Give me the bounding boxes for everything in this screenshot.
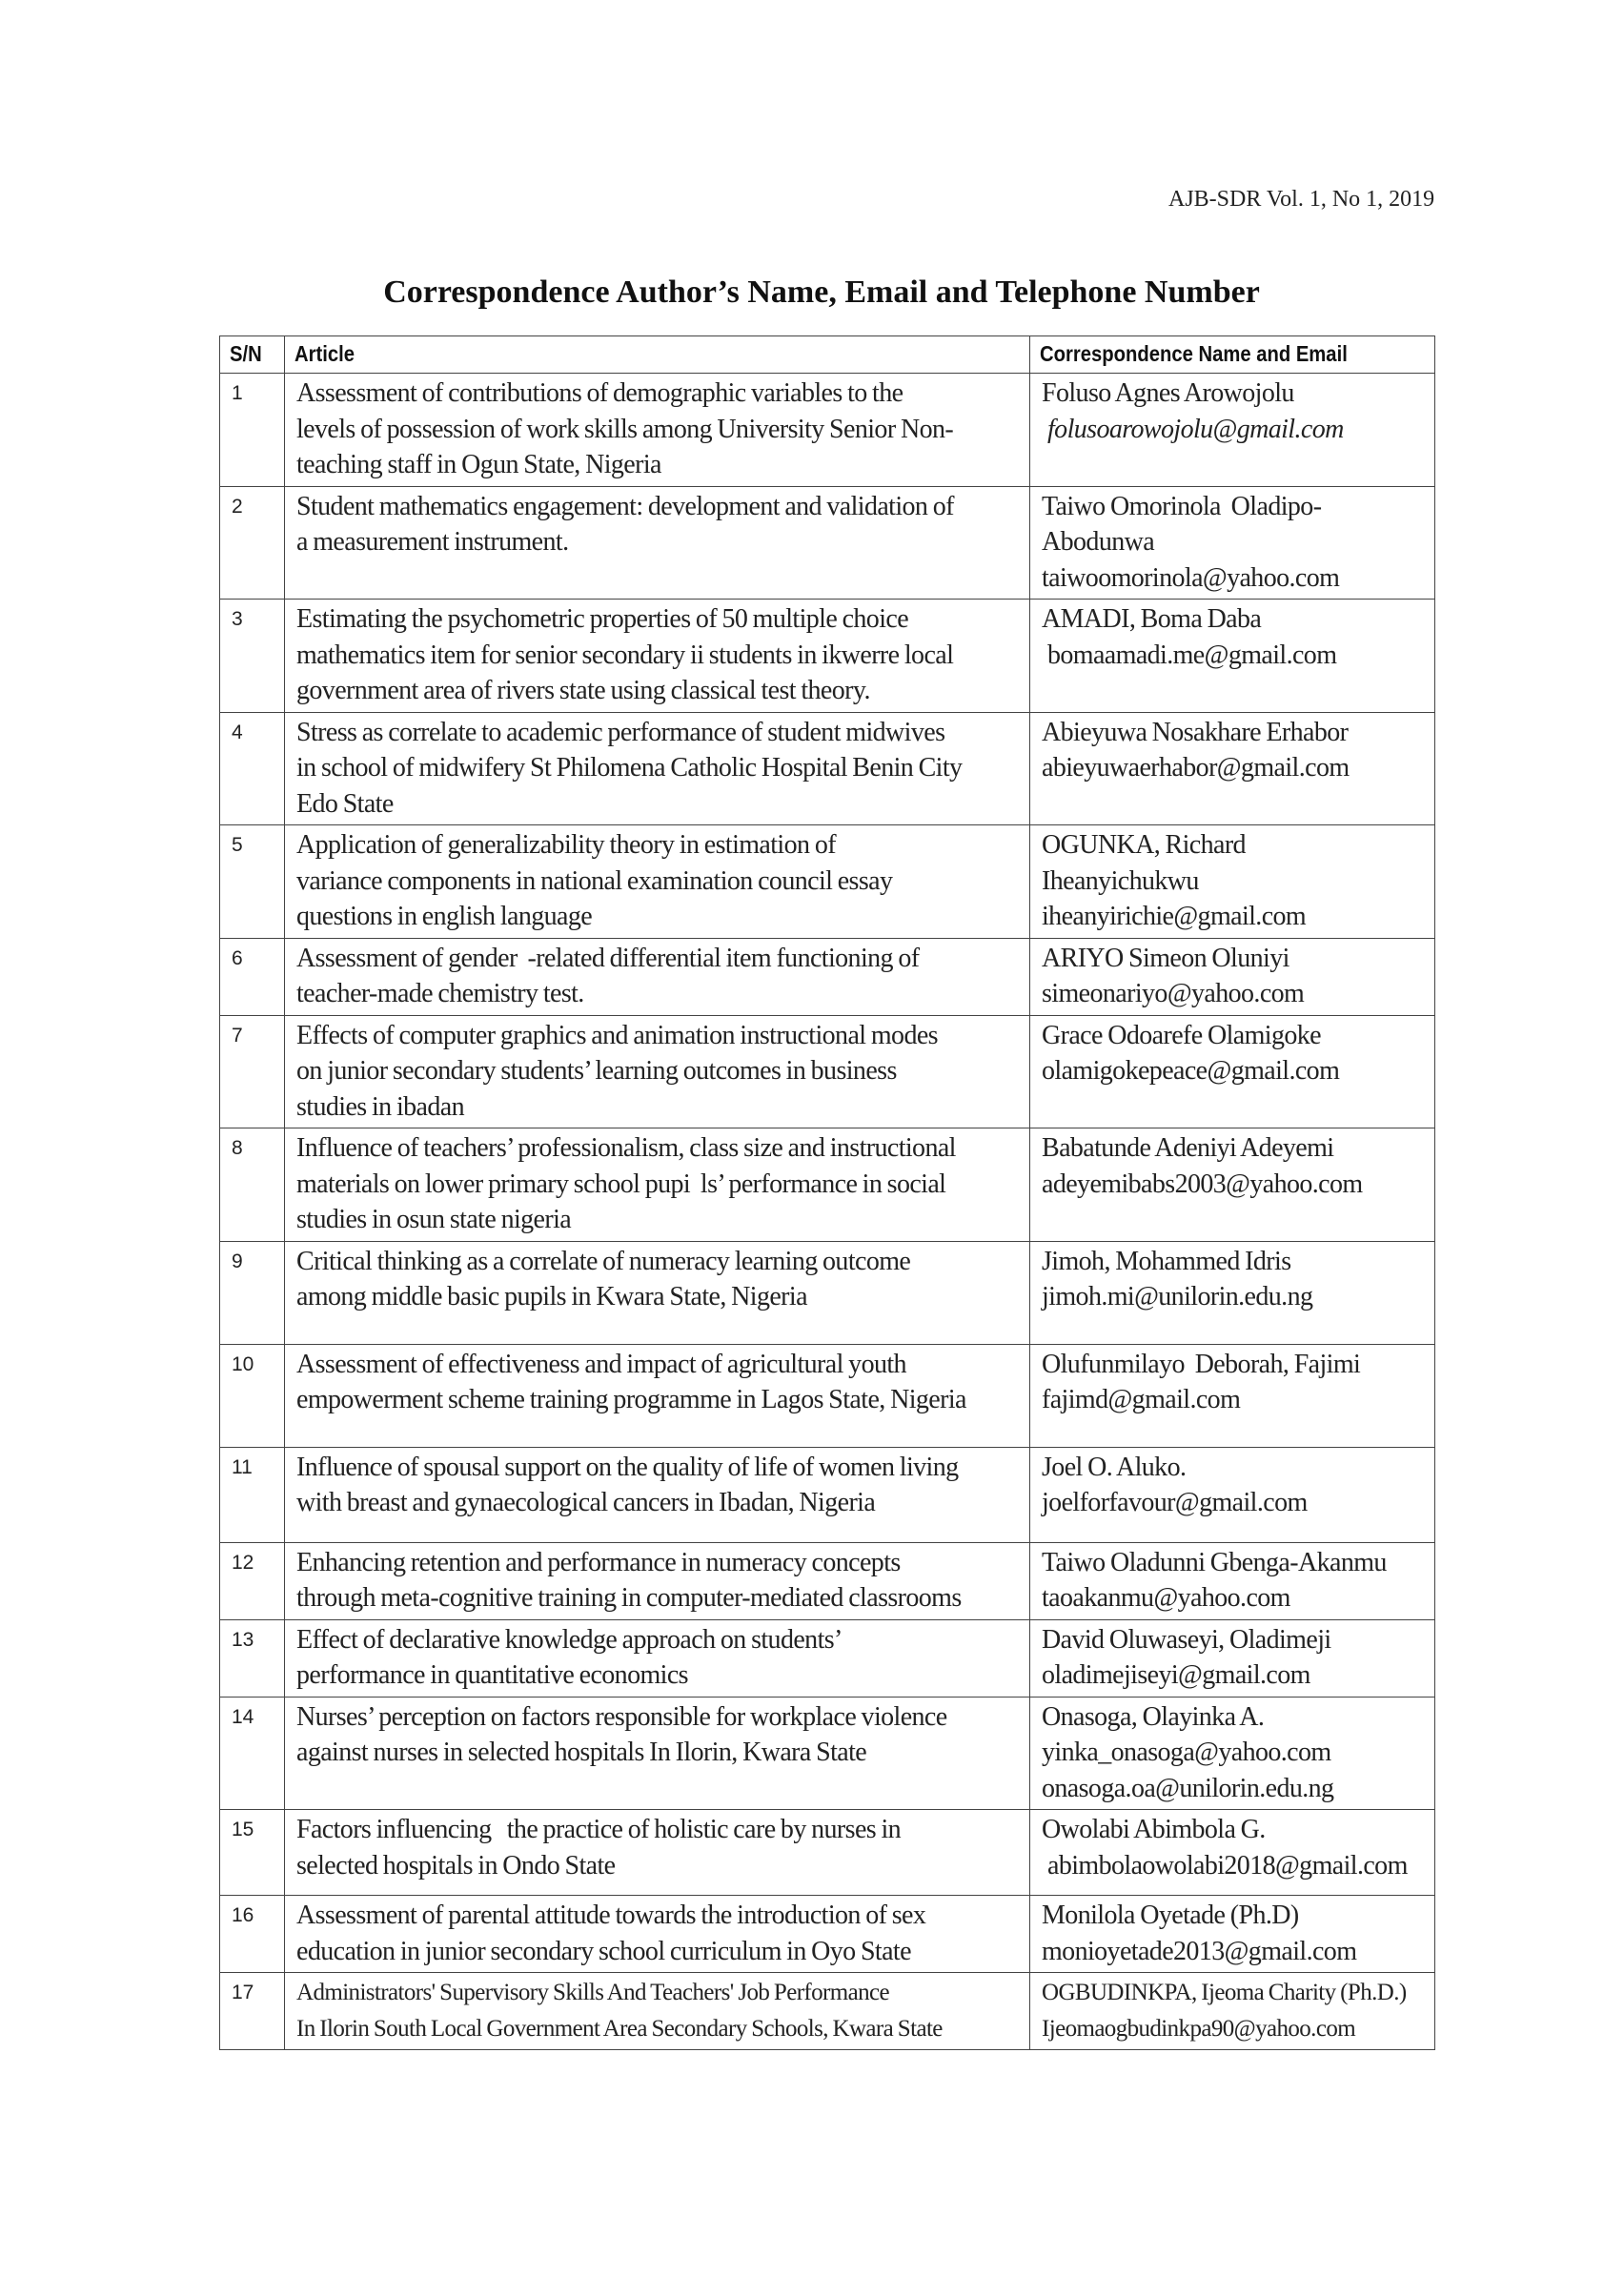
- article-title-line: performance in quantitative economics: [296, 1660, 688, 1690]
- article-title-line: Assessment of parental attitude towards the introduction of sex: [296, 1901, 926, 1930]
- article-title-line: Critical thinking as a correlate of numeracy learning outcome: [296, 1246, 911, 1276]
- serial-number: 12: [220, 1542, 285, 1619]
- article-title-line: Enhancing retention and performance in numeracy concepts: [296, 1547, 901, 1577]
- article-title-line: empowerment scheme training programme in Lagos State, Nigeria: [296, 1385, 966, 1414]
- article-title: [285, 825, 1030, 939]
- article-title-line: Effect of declarative knowledge approach on students’: [296, 1624, 842, 1655]
- article-title-line: Nurses’ perception on factors responsible for workplace violence: [296, 1701, 947, 1732]
- article-title-line: teaching staff in Ogun State, Nigeria: [296, 450, 661, 479]
- serial-number: 16: [220, 1896, 285, 1973]
- correspondence-contact: [1030, 825, 1435, 939]
- author-email: onasoga.oa@unilorin.edu.ng: [1042, 1773, 1334, 1803]
- author-name: AMADI, Boma Daba: [1042, 604, 1262, 634]
- table-row: [220, 486, 1435, 600]
- author-name: Olufunmilayo Deborah, Fajimi: [1042, 1349, 1361, 1379]
- article-title-line: mathematics item for senior secondary ii students in ikwerre local: [296, 640, 954, 670]
- article-title-line: government area of rivers state using classical test theory.: [296, 676, 870, 705]
- document-title: Correspondence Author’s Name, Email and Telephone Number: [383, 274, 1260, 310]
- author-email: jimoh.mi@unilorin.edu.ng: [1042, 1282, 1313, 1311]
- correspondence-contact: [1030, 486, 1435, 600]
- article-title: [285, 374, 1030, 487]
- author-name: Taiwo Oladunni Gbenga-Akanmu: [1042, 1547, 1387, 1577]
- table-row: [220, 1015, 1435, 1128]
- table-row: [220, 1896, 1435, 1973]
- article-title-line: Stress as correlate to academic performance of student midwives: [296, 717, 945, 747]
- table-row: [220, 1542, 1435, 1619]
- article-title-line: teacher-made chemistry test.: [296, 979, 584, 1008]
- article-title-line: in school of midwifery St Philomena Catholic Hospital Benin City: [296, 753, 963, 783]
- column-header-correspondence: Correspondence Name and Email: [1030, 336, 1435, 374]
- correspondence-contact: [1030, 1619, 1435, 1697]
- correspondence-contact: [1030, 1344, 1435, 1447]
- table-row: [220, 825, 1435, 939]
- article-title-line: Application of generalizability theory in estimation of: [296, 830, 836, 860]
- author-name: OGUNKA, Richard: [1042, 830, 1246, 860]
- table-header-row: [220, 336, 1435, 374]
- correspondence-contact: [1030, 600, 1435, 713]
- author-name: Iheanyichukwu: [1042, 865, 1199, 896]
- serial-number: 8: [220, 1128, 285, 1242]
- article-title: [285, 712, 1030, 825]
- column-header-article: Article: [285, 336, 1030, 374]
- author-name: Monilola Oyetade (Ph.D): [1042, 1901, 1299, 1930]
- article-title: [285, 1447, 1030, 1542]
- correspondence-contact: [1030, 1896, 1435, 1973]
- serial-number: 1: [220, 374, 285, 487]
- article-title-line: education in junior secondary school curriculum in Oyo State: [296, 1936, 911, 1966]
- article-title-line: Administrators' Supervisory Skills And Teachers' Job Performance: [296, 1980, 890, 2005]
- serial-number: 11: [220, 1447, 285, 1542]
- table-row: [220, 1128, 1435, 1242]
- running-head: AJB-SDR Vol. 1, No 1, 2019: [1168, 187, 1435, 212]
- author-name: Abodunwa: [1042, 527, 1155, 557]
- author-email: monioyetade2013@gmail.com: [1042, 1936, 1357, 1966]
- article-title: [285, 938, 1030, 1015]
- serial-number: 7: [220, 1015, 285, 1128]
- article-title: [285, 1810, 1030, 1896]
- article-title-line: levels of possession of work skills among University Senior Non-: [296, 414, 954, 444]
- article-title-line: Assessment of gender -related differential item functioning of: [296, 943, 920, 973]
- article-title-line: Assessment of effectiveness and impact of agricultural youth: [296, 1349, 906, 1379]
- serial-number: 10: [220, 1344, 285, 1447]
- correspondence-contact: [1030, 1973, 1435, 2050]
- author-name: ARIYO Simeon Oluniyi: [1042, 943, 1289, 973]
- table-row: [220, 1619, 1435, 1697]
- article-title: [285, 1973, 1030, 2050]
- article-title-line: Effects of computer graphics and animation instructional modes: [296, 1020, 938, 1050]
- article-title-line: Assessment of contributions of demographic variables to the: [296, 378, 903, 408]
- article-title-line: Factors influencing the practice of holistic care by nurses in: [296, 1815, 902, 1844]
- article-title-line: among middle basic pupils in Kwara State, Nigeria: [296, 1282, 807, 1311]
- table-row: [220, 1447, 1435, 1542]
- author-email: oladimejiseyi@gmail.com: [1042, 1660, 1310, 1690]
- article-title: [285, 1015, 1030, 1128]
- author-name: David Oluwaseyi, Oladimeji: [1042, 1624, 1331, 1655]
- article-title-line: selected hospitals in Ondo State: [296, 1850, 616, 1881]
- correspondence-contact: [1030, 1542, 1435, 1619]
- article-title: [285, 1344, 1030, 1447]
- table-row: [220, 600, 1435, 713]
- correspondence-contact: [1030, 1697, 1435, 1810]
- author-email: simeonariyo@yahoo.com: [1042, 979, 1305, 1008]
- article-title-line: Edo State: [296, 788, 394, 819]
- author-email: bomaamadi.me@gmail.com: [1047, 640, 1337, 670]
- article-title-line: variance components in national examination council essay: [296, 865, 893, 896]
- article-title: [285, 1542, 1030, 1619]
- article-title-line: In Ilorin South Local Government Area Secondary Schools, Kwara State: [296, 2015, 943, 2042]
- author-name: Babatunde Adeniyi Adeyemi: [1042, 1133, 1334, 1163]
- correspondence-table: [219, 335, 1435, 2050]
- correspondence-contact: [1030, 1810, 1435, 1896]
- article-title-line: Student mathematics engagement: development and validation of: [296, 491, 954, 521]
- author-email: joelforfavour@gmail.com: [1042, 1488, 1308, 1517]
- correspondence-contact: [1030, 374, 1435, 487]
- author-email: taiwoomorinola@yahoo.com: [1042, 562, 1340, 593]
- author-name: Foluso Agnes Arowojolu: [1042, 378, 1294, 408]
- table-row: [220, 1973, 1435, 2050]
- correspondence-contact: [1030, 1128, 1435, 1242]
- author-name: Owolabi Abimbola G.: [1042, 1815, 1266, 1844]
- table-row: [220, 374, 1435, 487]
- column-header-sn: S/N: [220, 336, 285, 374]
- correspondence-contact: [1030, 1015, 1435, 1128]
- article-title-line: Estimating the psychometric properties of 50 multiple choice: [296, 604, 909, 634]
- author-email: abimbolaowolabi2018@gmail.com: [1047, 1850, 1408, 1881]
- serial-number: 14: [220, 1697, 285, 1810]
- author-name: Taiwo Omorinola Oladipo-: [1042, 491, 1322, 521]
- author-name: Abieyuwa Nosakhare Erhabor: [1042, 717, 1349, 747]
- table-row: [220, 1810, 1435, 1896]
- article-title-line: questions in english language: [296, 902, 593, 931]
- author-email: olamigokepeace@gmail.com: [1042, 1056, 1340, 1086]
- correspondence-contact: [1030, 712, 1435, 825]
- serial-number: 6: [220, 938, 285, 1015]
- author-email: taoakanmu@yahoo.com: [1042, 1583, 1290, 1613]
- article-title: [285, 1241, 1030, 1344]
- correspondence-contact: [1030, 938, 1435, 1015]
- serial-number: 15: [220, 1810, 285, 1896]
- article-title-line: against nurses in selected hospitals In Ilorin, Kwara State: [296, 1738, 867, 1767]
- serial-number: 17: [220, 1973, 285, 2050]
- author-name: OGBUDINKPA, Ijeoma Charity (Ph.D.): [1042, 1980, 1407, 2005]
- author-name: Onasoga, Olayinka A.: [1042, 1701, 1265, 1732]
- article-title: [285, 600, 1030, 713]
- author-email: adeyemibabs2003@yahoo.com: [1042, 1169, 1363, 1199]
- author-email: yinka_onasoga@yahoo.com: [1042, 1738, 1331, 1767]
- article-title: [285, 1619, 1030, 1697]
- article-title-line: Influence of teachers’ professionalism, class size and instructional: [296, 1133, 956, 1163]
- table-row: [220, 1344, 1435, 1447]
- article-title: [285, 486, 1030, 600]
- article-title-line: Influence of spousal support on the quality of life of women living: [296, 1452, 959, 1482]
- serial-number: 2: [220, 486, 285, 600]
- author-name: Joel O. Aluko.: [1042, 1452, 1187, 1482]
- serial-number: 13: [220, 1619, 285, 1697]
- author-name: Jimoh, Mohammed Idris: [1042, 1246, 1291, 1276]
- correspondence-contact: [1030, 1241, 1435, 1344]
- author-email: abieyuwaerhabor@gmail.com: [1042, 753, 1350, 783]
- serial-number: 4: [220, 712, 285, 825]
- table-body: [220, 374, 1435, 2050]
- table-row: [220, 712, 1435, 825]
- article-title-line: on junior secondary students’ learning outcomes in business: [296, 1056, 897, 1086]
- table-row: [220, 938, 1435, 1015]
- article-title-line: studies in ibadan: [296, 1091, 464, 1122]
- serial-number: 9: [220, 1241, 285, 1344]
- article-title: [285, 1697, 1030, 1810]
- article-title-line: studies in osun state nigeria: [296, 1205, 572, 1234]
- correspondence-contact: [1030, 1447, 1435, 1542]
- author-email: Ijeomaogbudinkpa90@yahoo.com: [1042, 2015, 1356, 2042]
- author-email: folusoarowojolu@gmail.com: [1047, 414, 1344, 444]
- article-title-line: a measurement instrument.: [296, 527, 569, 557]
- article-title-line: with breast and gynaecological cancers in Ibadan, Nigeria: [296, 1488, 876, 1517]
- serial-number: 3: [220, 600, 285, 713]
- article-title: [285, 1896, 1030, 1973]
- serial-number: 5: [220, 825, 285, 939]
- table-row: [220, 1697, 1435, 1810]
- article-title: [285, 1128, 1030, 1242]
- table-row: [220, 1241, 1435, 1344]
- article-title-line: materials on lower primary school pupi ls’ performance in social: [296, 1169, 946, 1199]
- author-email: iheanyirichie@gmail.com: [1042, 902, 1307, 931]
- author-name: Grace Odoarefe Olamigoke: [1042, 1020, 1321, 1050]
- article-title-line: through meta-cognitive training in computer-mediated classrooms: [296, 1583, 962, 1613]
- author-email: fajimd@gmail.com: [1042, 1385, 1241, 1414]
